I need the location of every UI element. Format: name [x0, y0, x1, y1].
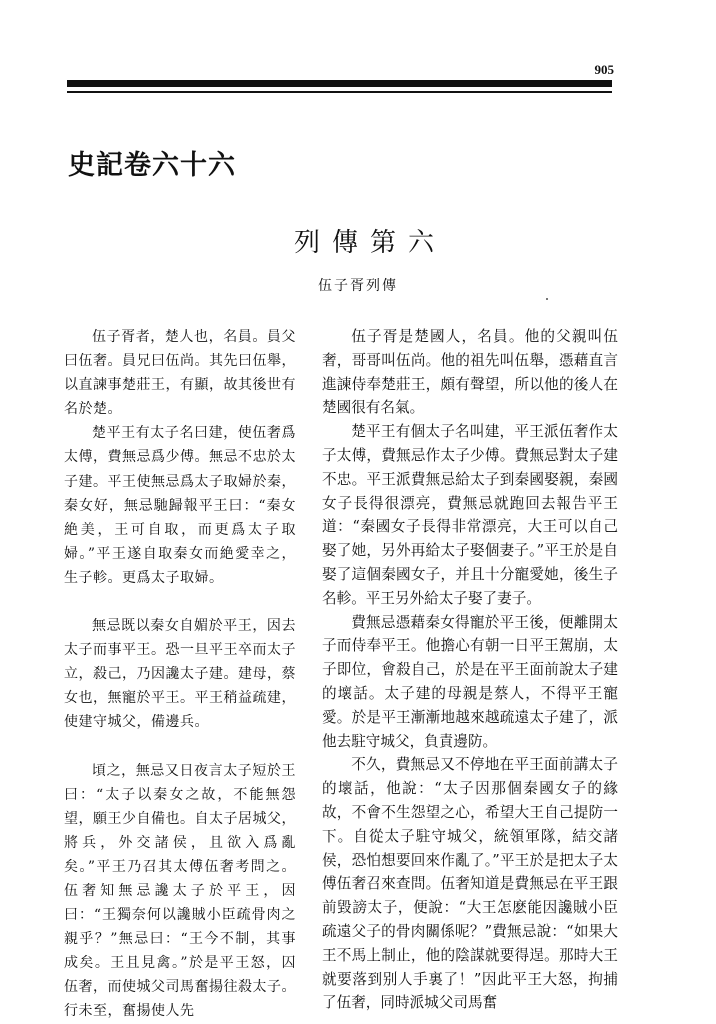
biography-subtitle: 伍子胥列傳 [318, 278, 398, 294]
classical-paragraph: 楚平王有太子名曰建，使伍奢爲太傅，費無忌爲少傅。無忌不忠於太子建。平王使無忌爲太子取婦於秦，秦女好，無忌馳歸報平王曰：“秦女絶美，王可自取，而更爲太子取婦。”平王遂自取秦女而絶愛幸之，生子軫。更爲太子取婦。 [64, 425, 296, 586]
paragraph-gap [64, 590, 296, 614]
chapter-title: 史記卷六十六 [68, 150, 236, 181]
translation-paragraph: 楚平王有個太子名叫建，平王派伍奢作太子太傅，費無忌作太子少傅。費無忌對太子建不忠。平王派費無忌給太子到秦國娶親，秦國女子長得很漂亮，費無忌就跑回去報告平王道：“秦國女子長得非常漂亮，大王可以自己娶了她，另外再給太子娶個妻子。”平王於是自娶了這個秦國女子，并且十分寵愛她，後生子名軫。平王另外給太子娶了妻子。 [322, 423, 618, 607]
scan-speck [546, 298, 548, 300]
translation-paragraph: 伍子胥是楚國人，名員。他的父親叫伍奢，哥哥叫伍尚。他的祖先叫伍舉，憑藉直言進諫侍奉楚莊王，頗有聲望，所以他的後人在楚國很有名氣。 [322, 328, 618, 417]
header-rule-thick [67, 80, 612, 87]
translation-paragraph: 費無忌憑藉秦女得寵於平王後，便離開太子而侍奉平王。他擔心有朝一日平王駕崩，太子即位，會殺自己，於是在平王面前說太子建的壞話。太子建的母親是蔡人，不得平王寵愛。於是平王漸漸地越來越疏遠太子建了，派他去駐守城父，負責邊防。 [322, 613, 618, 750]
translation-paragraph: 不久，費無忌又不停地在平王面前講太子的壞話，他說：“太子因那個秦國女子的緣故，不會不生怨望之心，希望大王自己提防一下。自從太子駐守城父，統領軍隊，結交諸侯，恐怕想要回來作亂了。”平王於是把太子太傅伍奢召來查問。伍奢知道是費無忌在平王跟前毀謗太子，便說：“大王怎麽能因讒賊小臣疏遠父子的骨肉關係呢？”費無忌說：“如果大王不馬上制止，他的陰謀就要得逞。那時大王就要落到别人手裏了！”因此平王大怒，拘捕了伍奢，同時派城父司馬奮 [322, 756, 618, 1012]
classical-text-column [64, 325, 296, 1024]
paragraph-gap [64, 735, 296, 759]
header-rule-thin [67, 91, 612, 93]
page-number: 905 [594, 62, 614, 77]
classical-paragraph: 頃之，無忌又日夜言太子短於王曰：“太子以秦女之故，不能無怨望，願王少自備也。自太子居城父，將兵，外交諸侯，且欲入爲亂矣。”平王乃召其太傅伍奢考問之。伍奢知無忌讒太子於平王，因曰：“王獨奈何以讒賊小臣疏骨肉之親乎？”無忌曰：“王今不制，其事成矣。王且見禽。”於是平王怒，囚伍奢，而使城父司馬奮揚往殺太子。行未至，奮揚使人先 [64, 762, 296, 1020]
section-title: 列傳第六 [293, 228, 446, 258]
modern-translation-column [322, 325, 618, 1015]
classical-paragraph: 伍子胥者，楚人也，名員。員父曰伍奢。員兄曰伍尚。其先曰伍舉，以直諫事楚莊王，有顯，故其後世有名於楚。 [64, 329, 296, 418]
classical-paragraph: 無忌既以秦女自媚於平王，因去太子而事平王。恐一旦平王卒而太子立，殺己，乃因讒太子建。建母，蔡女也，無寵於平王。平王稍益疏建，使建守城父，備邊兵。 [64, 618, 296, 731]
